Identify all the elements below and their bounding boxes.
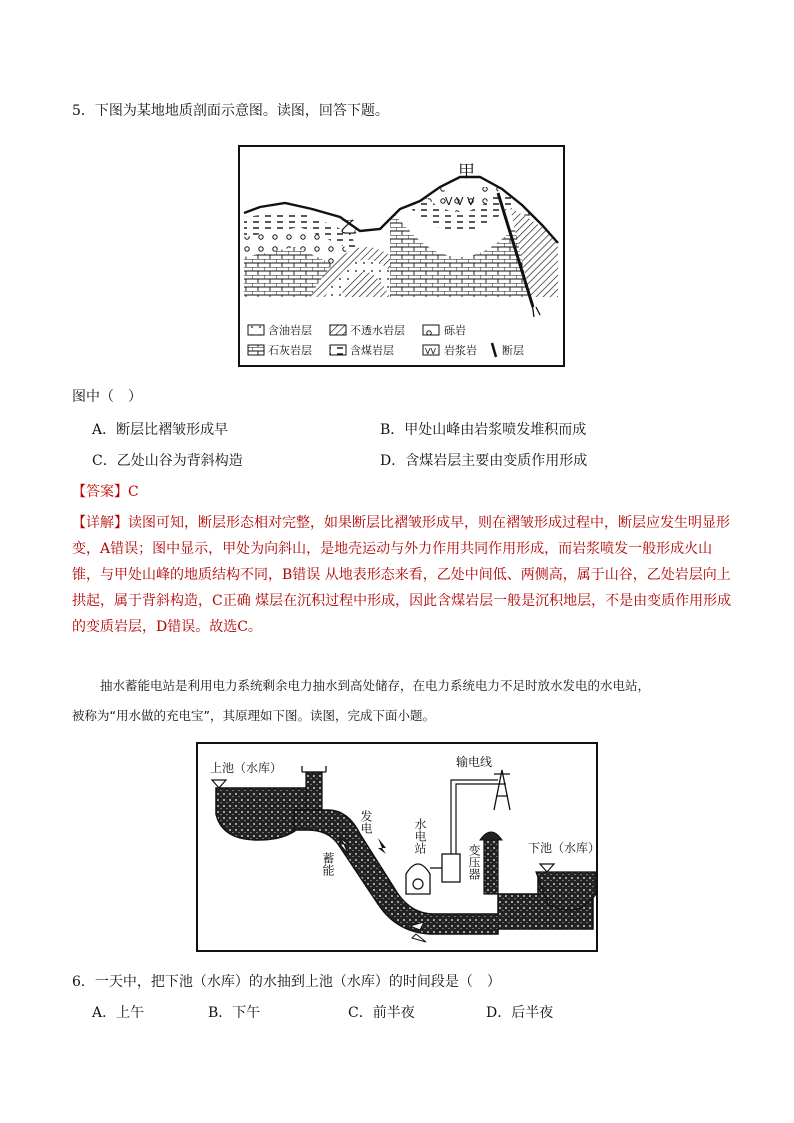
answer-value: C — [128, 484, 139, 500]
label-generate: 发电 — [359, 810, 373, 834]
detail-tag: 【详解】 — [72, 515, 128, 531]
q5-option-d[interactable]: D．含煤岩层主要由变质作用形成 — [380, 453, 588, 469]
intro-line-2: 被称为“用水做的充电宝”，其原理如下图。读图，完成下面小题。 — [72, 708, 435, 723]
q5-prompt: 图中（ ） — [72, 389, 142, 405]
legend-coal: 含煤岩层 — [350, 344, 394, 357]
label-store: 蓄能 — [321, 852, 335, 876]
q6-option-d[interactable]: D．后半夜 — [486, 1005, 554, 1021]
q5-option-c[interactable]: C．乙处山谷为背斜构造 — [92, 453, 243, 469]
q6-option-b[interactable]: B．下午 — [208, 1005, 261, 1021]
legend-fault: 断层 — [502, 344, 524, 357]
legend-oil: 含油岩层 — [268, 324, 312, 337]
svg-text:VV: VV — [425, 347, 436, 356]
label-upper-pool: 上池（水库） — [210, 761, 283, 775]
label-station: 水电站 — [413, 818, 427, 854]
intro-line-1: 抽水蓄能电站是利用电力系统剩余电力抽水到高处储存，在电力系统电力不足时放水发电的水电站， — [100, 678, 651, 693]
q5-answer — [72, 483, 139, 501]
geologic-profile-diagram — [240, 147, 563, 365]
pumped-storage-figure — [196, 742, 598, 952]
legend-conglomerate: 砾岩 — [444, 324, 466, 337]
label-yi: 乙 — [340, 218, 357, 238]
legend-magma: 岩浆岩 — [444, 344, 477, 357]
q5-detail — [72, 510, 732, 640]
label-lower-pool: 下池（水库） — [528, 841, 596, 855]
detail-text: 读图可知，断层形态相对完整，如果断层比褶皱形成早，则在褶皱形成过程中，断层应发生明显形变，A错误；图中显示，甲处为向斜山，是地壳运动与外力作用共同作用形成，而岩浆喷发一般形成火山锥，与甲处山峰的地质结构不同，B错误 从地表形态来看，乙处中间低、两侧高，属于山谷，乙处岩层向上拱起，属于背斜构造，C正确 煤层在沉积过程中形成，因此含煤岩层一般是沉积地层，不是由变质作用形成的变质岩层，D错误。故选C。 — [72, 515, 732, 635]
legend-limestone: 石灰岩层 — [268, 344, 312, 357]
answer-tag: 【答案】 — [72, 484, 128, 500]
q5-option-a[interactable]: A．断层比褶皱形成早 — [92, 422, 229, 438]
label-transformer: 变压器 — [467, 844, 481, 880]
q5-stem: 5．下图为某地地质剖面示意图。读图，回答下题。 — [72, 103, 389, 119]
label-power-line: 输电线 — [456, 755, 493, 769]
geologic-profile-figure — [238, 145, 565, 367]
label-jia: 甲 — [458, 162, 475, 182]
legend-impermeable: 不透水岩层 — [350, 324, 405, 337]
pumped-storage-diagram — [198, 744, 596, 950]
q6-stem: 6．一天中，把下池（水库）的水抽到上池（水库）的时间段是（ ） — [72, 974, 501, 990]
q5-option-b[interactable]: B．甲处山峰由岩浆喷发堆积而成 — [380, 422, 587, 438]
q6-option-a[interactable]: A．上午 — [92, 1005, 145, 1021]
q6-option-c[interactable]: C．前半夜 — [348, 1005, 415, 1021]
svg-text:V V V: V V V — [445, 195, 475, 208]
